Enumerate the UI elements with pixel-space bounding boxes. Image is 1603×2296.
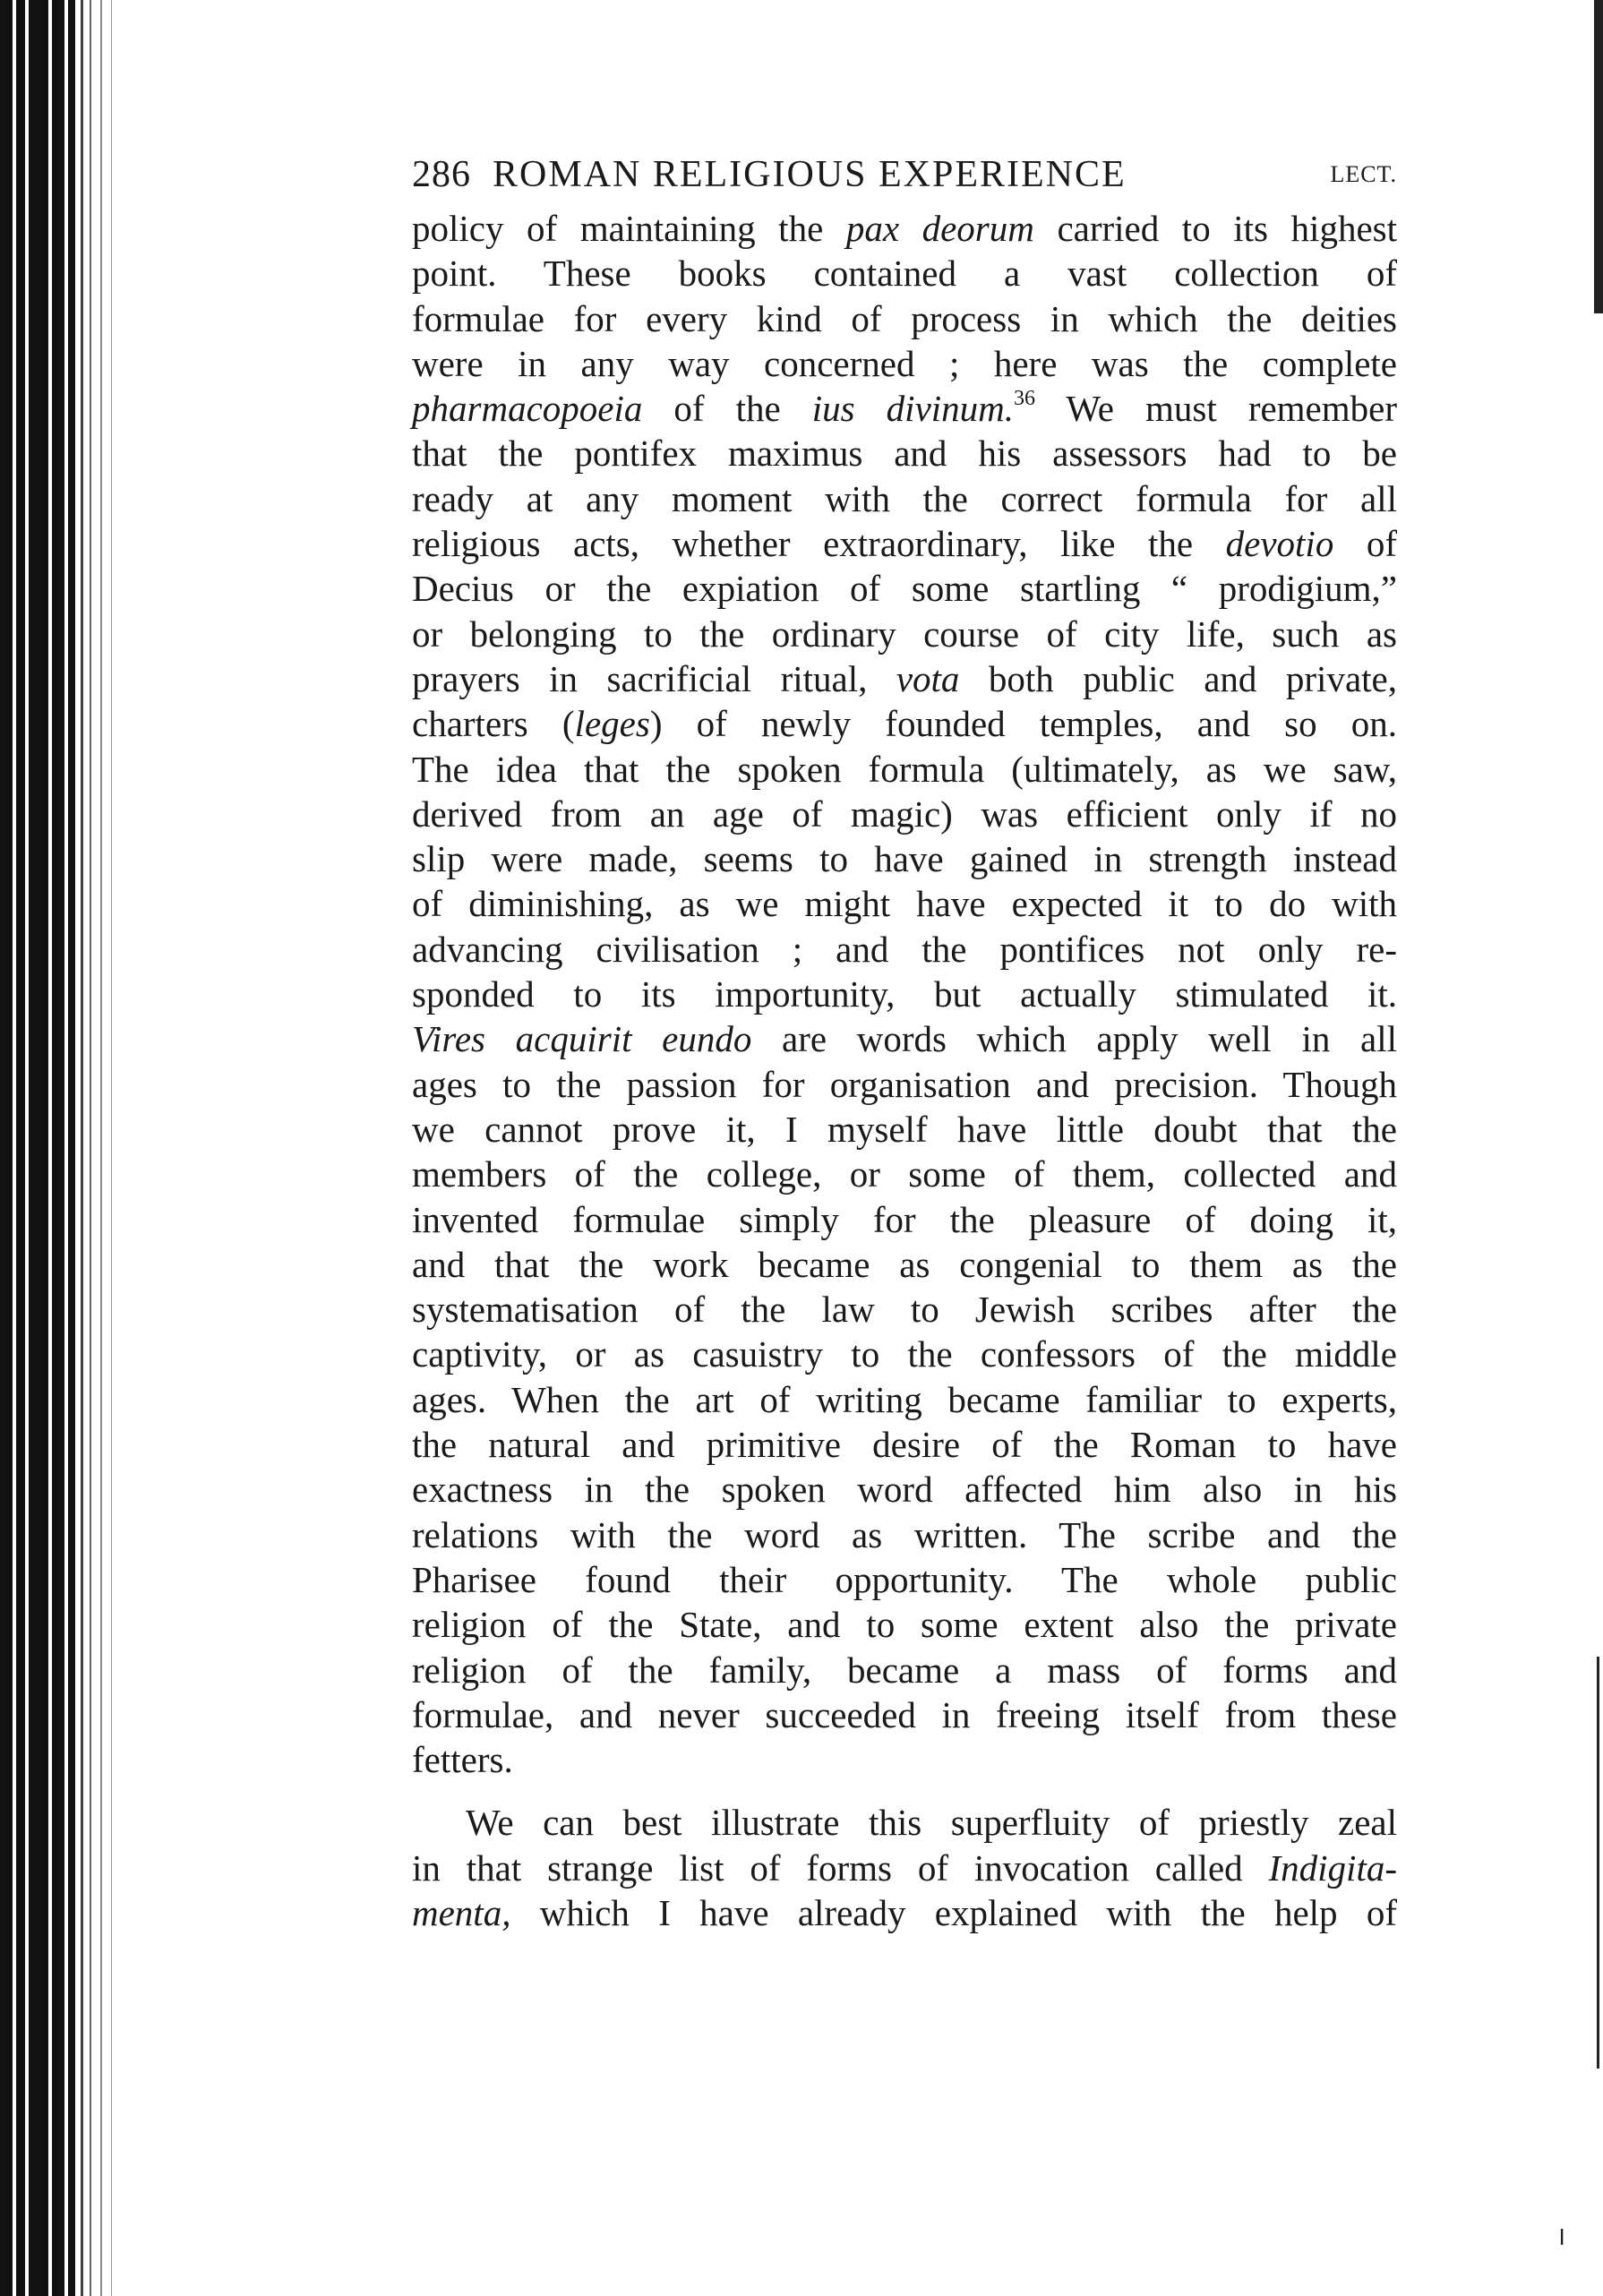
text-line: derived from an age of magic) was efficient only if no bbox=[412, 792, 1397, 835]
page-number: 286 bbox=[412, 154, 471, 195]
text-line: The idea that the spoken formula (ultimately, as we saw, bbox=[412, 748, 1397, 790]
text-line: we cannot prove it, I myself have little doubt that the bbox=[412, 1108, 1397, 1150]
text-line: Vires acquirit eundo are words which apply well in all bbox=[412, 1018, 1397, 1060]
lecture-label: LECT. bbox=[1330, 161, 1397, 187]
page-edge-shadow bbox=[1594, 0, 1603, 313]
text-line: exactness in the spoken word affected him also in his bbox=[412, 1469, 1397, 1511]
text-line: that the pontifex maximus and his assessors had to be bbox=[412, 433, 1397, 475]
text-line: invented formulae simply for the pleasure of doing it, bbox=[412, 1198, 1397, 1240]
binding-gutter bbox=[0, 0, 125, 2296]
text-line: or belonging to the ordinary course of city life, such as bbox=[412, 613, 1397, 655]
text-line: religion of the family, became a mass of forms and bbox=[412, 1649, 1397, 1691]
text-line: fetters. bbox=[412, 1739, 513, 1781]
text-line: relations with the word as written. The scribe and the bbox=[412, 1513, 1397, 1555]
text-line: policy of maintaining the pax deorum carried to its highest bbox=[412, 208, 1397, 249]
text-line: in that strange list of forms of invocation called Indigita- bbox=[412, 1846, 1397, 1889]
text-line: Decius or the expiation of some startling “ prodigium,” bbox=[412, 568, 1397, 610]
text-line: formulae, and never succeeded in freeing itself from these bbox=[412, 1693, 1397, 1735]
text-line: slip were made, seems to have gained in strength instead bbox=[412, 838, 1397, 880]
text-line: point. These books contained a vast collection of bbox=[412, 253, 1397, 295]
book-page bbox=[412, 143, 1397, 1935]
text-line: religious acts, whether extraordinary, like the devotio of bbox=[412, 523, 1398, 565]
text-line: We can best illustrate this superfluity of priestly zeal bbox=[466, 1802, 1397, 1844]
text-line: formulae for every kind of process in which the deities bbox=[412, 297, 1397, 339]
text-line: religion of the State, and to some extent also the private bbox=[412, 1604, 1397, 1646]
page-edge-shadow-lower bbox=[1597, 1657, 1599, 2069]
text-line: systematisation of the law to Jewish scribes after the bbox=[412, 1289, 1397, 1331]
text-line: sponded to its importunity, but actually stimulated it. bbox=[412, 973, 1397, 1015]
text-line: members of the college, or some of them, collected and bbox=[412, 1153, 1397, 1195]
text-line: of diminishing, as we might have expected it to do with bbox=[412, 883, 1397, 925]
text-line: charters (leges) of newly founded temples, and so on. bbox=[412, 703, 1397, 745]
text-line: ready at any moment with the correct formula for all bbox=[412, 477, 1397, 519]
running-title: ROMAN RELIGIOUS EXPERIENCE bbox=[493, 154, 1127, 195]
text-line: advancing civilisation ; and the pontifices not only re- bbox=[412, 928, 1397, 970]
text-line: were in any way concerned ; here was the complete bbox=[412, 342, 1397, 384]
running-head bbox=[412, 143, 1397, 206]
text-line: captivity, or as casuistry to the confessors of the middle bbox=[412, 1333, 1397, 1375]
text-line: ages. When the art of writing became familiar to experts, bbox=[412, 1378, 1397, 1420]
text-line: pharmacopoeia of the ius divinum.$^{36}$ We must remember bbox=[412, 387, 1397, 430]
text-line: Pharisee found their opportunity. The whole public bbox=[412, 1558, 1397, 1600]
footnote-ref: 36 bbox=[1014, 387, 1036, 411]
text-line: the natural and primitive desire of the Roman to have bbox=[412, 1424, 1397, 1466]
printer-mark: ╵ bbox=[1554, 2231, 1571, 2260]
text-line: menta, which I have already explained with the help of bbox=[412, 1891, 1397, 1933]
text-line: and that the work became as congenial to them as the bbox=[412, 1243, 1397, 1285]
text-line: prayers in sacrificial ritual, vota both public and private, bbox=[412, 657, 1397, 699]
text-line: ages to the passion for organisation and precision. Though bbox=[412, 1063, 1397, 1105]
